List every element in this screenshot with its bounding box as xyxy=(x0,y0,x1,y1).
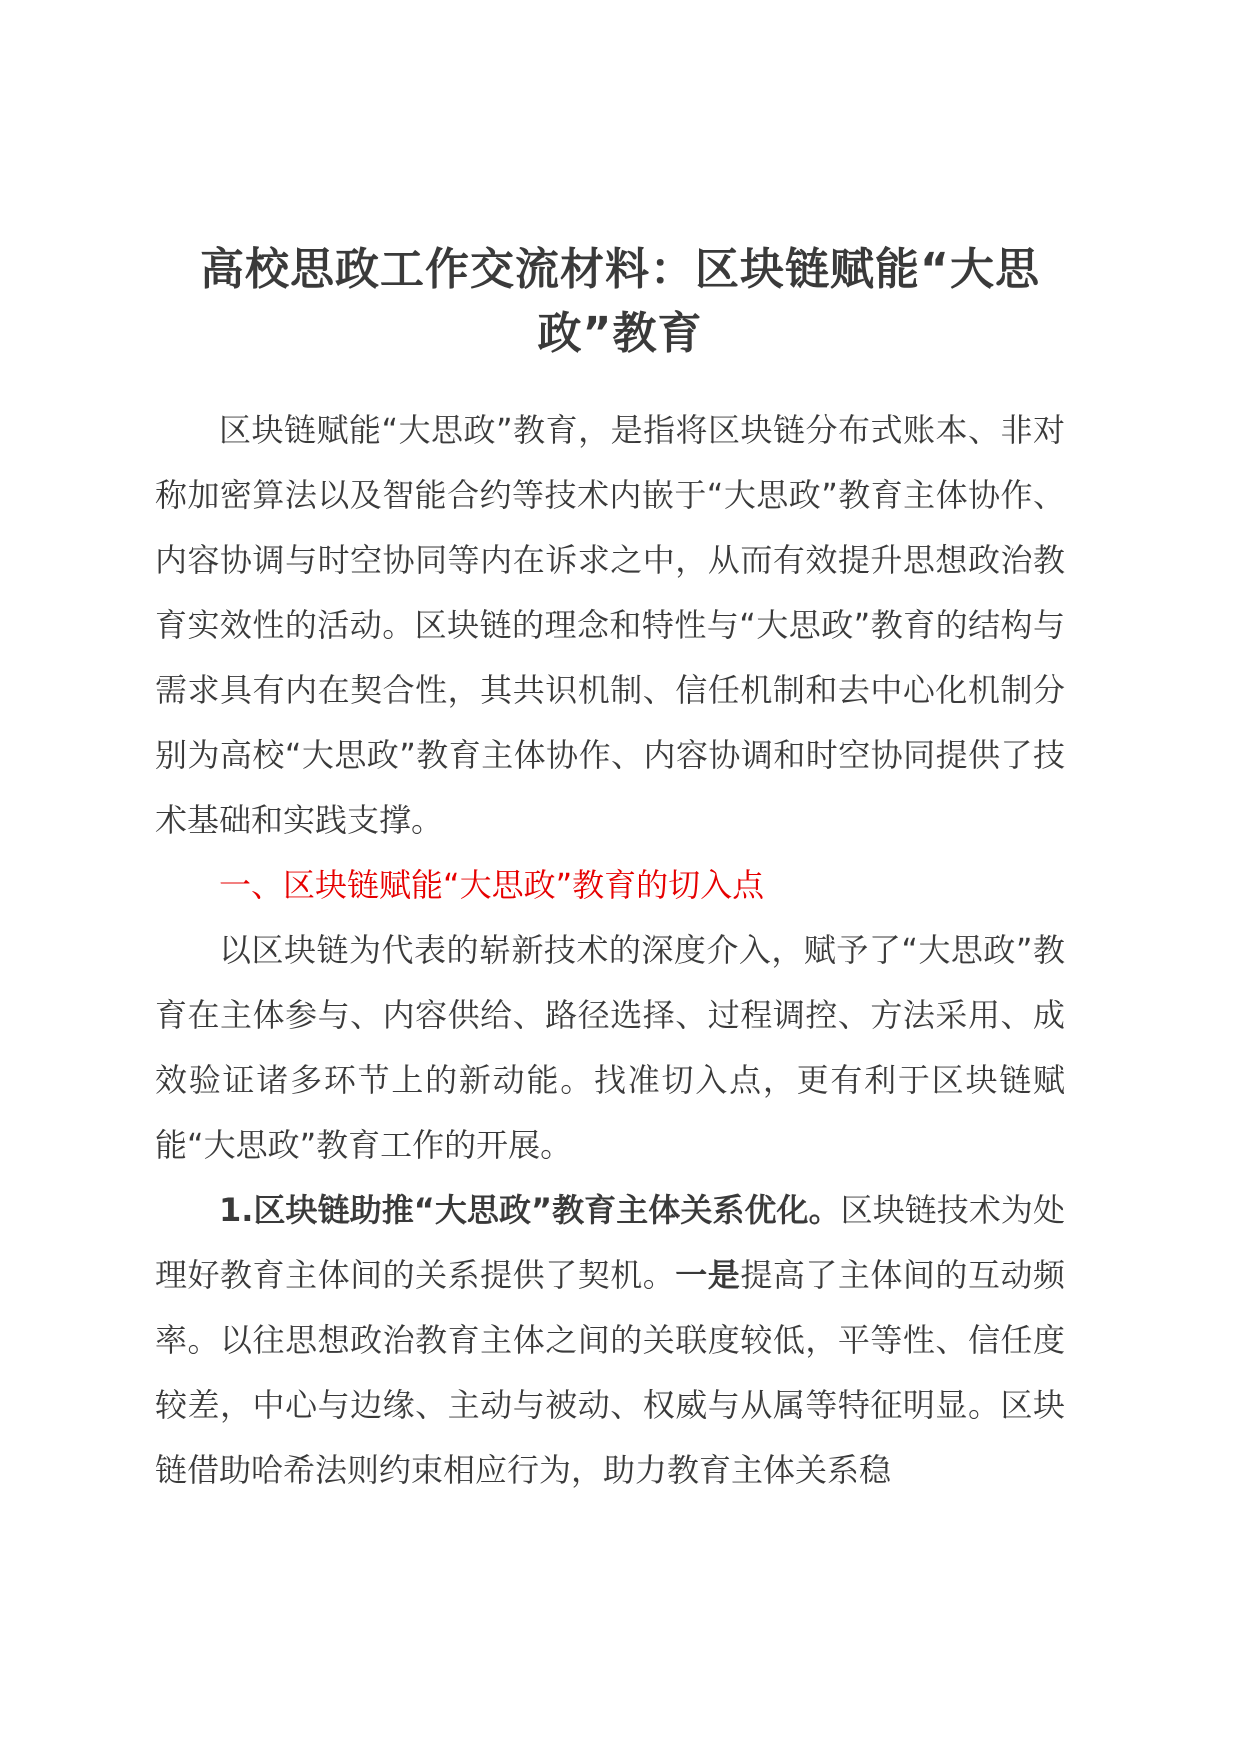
section-paragraph: 以区块链为代表的崭新技术的深度介入，赋予了“大思政”教育在主体参与、内容供给、路径选择、过程调控、方法采用、成效验证诸多环节上的新动能。找准切入点，更有利于区块链赋能“大思政”教育工作的开展。 xyxy=(155,931,1065,1164)
point-heading: 1.区块链助推“大思政”教育主体关系优化。 xyxy=(219,1191,841,1229)
point-text-b: 提高了主体间的互动频率。以往思想政治教育主体之间的关联度较低，平等性、信任度较差，中心与边缘、主动与被动、权威与从属等特征明显。区块链借助哈希法则约束相应行为，助力教育主体关系稳 xyxy=(155,1256,1065,1489)
document-body xyxy=(155,398,1065,1503)
document-title: 高校思政工作交流材料：区块链赋能“大思政”教育 xyxy=(200,244,1040,359)
point-emphasis: 一是 xyxy=(675,1256,741,1294)
point-text-a: 区块链技术为处理好教育主体间的关系提供了契机。 xyxy=(155,1191,1065,1294)
section-heading: 一、区块链赋能“大思政”教育的切入点 xyxy=(219,866,765,904)
intro-paragraph: 区块链赋能“大思政”教育，是指将区块链分布式账本、非对称加密算法以及智能合约等技术内嵌于“大思政”教育主体协作、内容协调与时空协同等内在诉求之中，从而有效提升思想政治教育实效性的活动。区块链的理念和特性与“大思政”教育的结构与需求具有内在契合性，其共识机制、信任机制和去中心化机制分别为高校“大思政”教育主体协作、内容协调和时空协同提供了技术基础和实践支撑。 xyxy=(155,411,1065,839)
point-paragraph xyxy=(155,1178,1065,1503)
